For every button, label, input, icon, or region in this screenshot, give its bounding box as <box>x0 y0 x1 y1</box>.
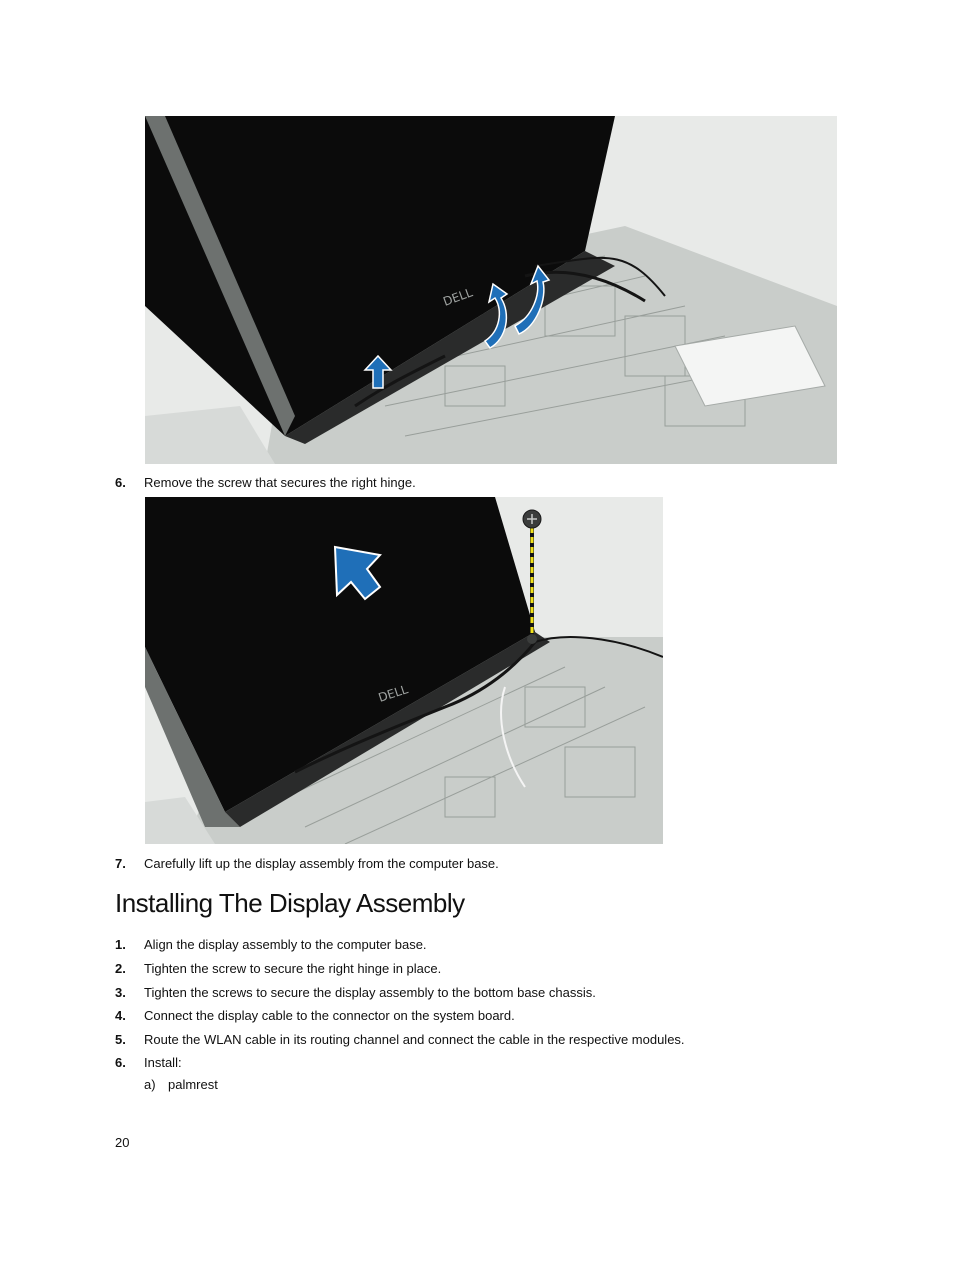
dell-logo: DELL <box>376 682 410 705</box>
figure-right-hinge-screw <box>145 497 663 844</box>
page-number: 20 <box>115 1135 130 1150</box>
sub-item-text: palmrest <box>168 1077 218 1092</box>
install-sub-item <box>144 1077 218 1093</box>
step-number: 7. <box>115 856 126 871</box>
step-number: 6. <box>115 475 126 490</box>
step-text: Remove the screw that secures the right hinge. <box>144 475 416 490</box>
step-number: 2. <box>115 961 126 976</box>
step-text: Connect the display cable to the connector on the system board. <box>144 1008 515 1023</box>
step-text: Carefully lift up the display assembly from the computer base. <box>144 856 499 871</box>
step-number: 5. <box>115 1032 126 1047</box>
step-text: Align the display assembly to the computer base. <box>144 937 427 952</box>
sub-item-letter: a) <box>144 1077 156 1092</box>
step-number: 1. <box>115 937 126 952</box>
dell-logo: DELL <box>441 285 475 309</box>
step-text: Tighten the screws to secure the display assembly to the bottom base chassis. <box>144 985 596 1000</box>
step-number: 6. <box>115 1055 126 1070</box>
figure-display-cable-removal <box>145 116 837 464</box>
step-number: 4. <box>115 1008 126 1023</box>
step-text: Install: <box>144 1055 182 1070</box>
step-number: 3. <box>115 985 126 1000</box>
step-text: Tighten the screw to secure the right hinge in place. <box>144 961 442 976</box>
section-heading: Installing The Display Assembly <box>115 888 465 918</box>
step-text: Route the WLAN cable in its routing channel and connect the cable in the respective modules. <box>144 1032 685 1047</box>
